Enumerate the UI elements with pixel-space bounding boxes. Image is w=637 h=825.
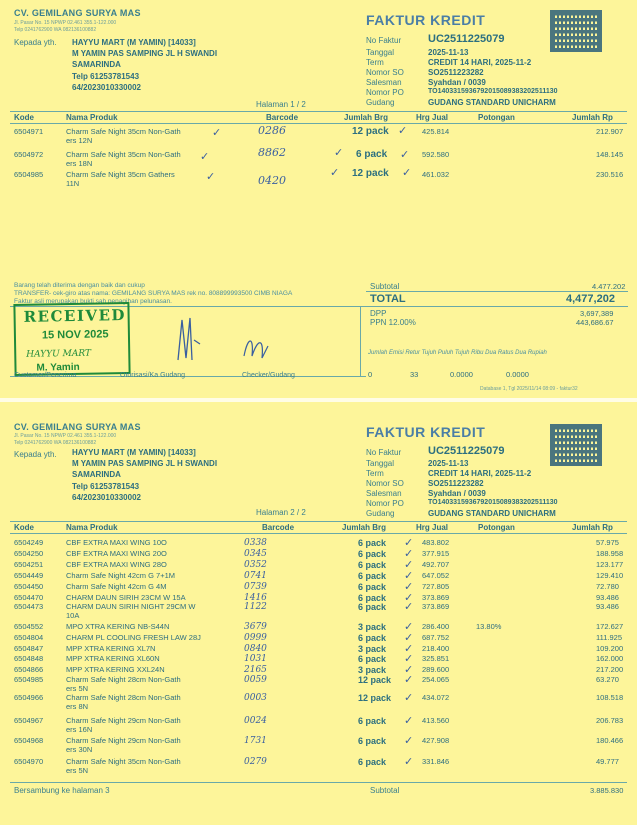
col-header: Nama Produk (66, 523, 118, 532)
table-cell-amount: 49.777 (596, 757, 619, 766)
check-mark-icon: ✓ (404, 621, 414, 633)
table-cell-product: Charm Safe Night 35cm Gathers (66, 170, 175, 179)
table-cell-product: Charm Safe Night 42cm G 7+1M (66, 571, 176, 580)
table-cell-code: 6504450 (14, 582, 44, 591)
table-cell-product: Charm Safe Night 28cm Non-Gath (66, 693, 181, 702)
col-header: Jumlah Brg (342, 523, 387, 532)
invoice-title: FAKTUR KREDIT (366, 424, 486, 440)
stock-value: 0.0000 (450, 370, 473, 379)
handwritten-barcode: 2165 (244, 665, 267, 675)
page-number: Halaman 2 / 2 (256, 508, 306, 517)
col-header: Jumlah Rp (572, 523, 613, 532)
customer-phone: Telp 61253781543 (72, 482, 140, 491)
invoice-title: FAKTUR KREDIT (366, 12, 486, 28)
table-cell-product: ers 5N (66, 684, 89, 693)
table-cell-price: 425.814 (422, 127, 450, 136)
field-value-invoice-no: UC2511225079 (428, 33, 505, 45)
table-cell-amount: 180.466 (596, 736, 624, 745)
handwritten-barcode: 0003 (244, 693, 267, 703)
check-mark-icon: ✓ (404, 548, 414, 560)
table-cell-product: Charm Safe Night 29cm Non-Gath (66, 716, 181, 725)
table-cell-price: 687.752 (422, 633, 450, 642)
handwritten-barcode: 0999 (244, 633, 267, 643)
check-mark-icon: ✓ (398, 125, 408, 137)
customer-name: HAYYU MART (M YAMIN) [14033] (72, 448, 196, 457)
check-mark-icon: ✓ (212, 127, 222, 139)
table-cell-amount: 230.516 (596, 170, 624, 179)
table-cell-code: 6504970 (14, 757, 44, 766)
company-address: Jl. Pasar No. 15 NPWP 02.461 355.1-122.000 (14, 20, 117, 26)
field-label: Gudang (366, 98, 395, 107)
handwritten-barcode: 0741 (244, 571, 267, 581)
company-name: CV. GEMILANG SURYA MAS (14, 8, 141, 18)
check-mark-icon: ✓ (200, 151, 210, 163)
table-cell-price: 461.032 (422, 170, 450, 179)
table-cell-price: 331.846 (422, 757, 450, 766)
table-cell-code: 6504847 (14, 644, 44, 653)
table-cell-price: 413.560 (422, 716, 450, 725)
signature-label-checker: Checker/Gudang (242, 372, 295, 379)
col-header: Jumlah Brg (344, 113, 389, 122)
table-cell-code: 6504848 (14, 654, 44, 663)
table-cell-price: 492.707 (422, 560, 450, 569)
subtotal-value: 4.477.202 (592, 282, 626, 291)
field-label: Nomor SO (366, 68, 404, 77)
table-cell-product: 11N (66, 179, 80, 188)
field-label: Term (366, 58, 384, 67)
table-cell-qty: 6 pack (358, 549, 387, 559)
handwritten-barcode: 0420 (258, 174, 286, 187)
handwritten-barcode: 0024 (244, 716, 267, 726)
field-value: Syahdan / 0039 (428, 489, 486, 498)
table-cell-amount: 108.518 (596, 693, 624, 702)
field-value: SO2511223282 (428, 68, 484, 77)
stock-note: Jumlah Emisi Retur Tujuh Puluh Tujuh Ribu Dua Ratus Dua Rupiah (368, 350, 547, 356)
field-label: Gudang (366, 509, 395, 518)
field-label: Tanggal (366, 459, 395, 468)
total-label: TOTAL (370, 293, 406, 305)
company-address: Jl. Pasar No. 15 NPWP 02.461 355.1-122.000 (14, 433, 117, 439)
table-cell-code: 6504968 (14, 736, 44, 745)
subtotal-label: Subtotal (370, 786, 400, 795)
signature-label-customer: Customer/Penerima (14, 372, 77, 379)
footer-note: Database 1, Tgl 2025/11/14 08:09 - faktur32 (480, 386, 578, 392)
table-cell-qty: 3 pack (358, 665, 387, 675)
table-cell-qty: 6 pack (356, 149, 388, 160)
table-cell-qty: 6 pack (358, 654, 387, 664)
table-cell-product: Charm Safe Night 29cm Non-Gath (66, 736, 181, 745)
stock-value: 0 (368, 370, 373, 379)
table-cell-product: MPP XTRA KERING XL7N (66, 644, 156, 653)
notice-received: Barang telah diterima dengan baik dan cukup (14, 282, 145, 289)
customer-phone: Telp 61253781543 (72, 72, 140, 81)
continue-note: Bersambung ke halaman 3 (14, 786, 110, 795)
col-header: Hrg Jual (416, 523, 449, 532)
table-cell-price: 427.908 (422, 736, 450, 745)
table-cell-amount: 129.410 (596, 571, 624, 580)
table-cell-amount: 72.780 (596, 582, 619, 591)
table-cell-product: MPP XTRA KERING XL60N (66, 654, 160, 663)
check-mark-icon: ✓ (400, 149, 410, 161)
field-value-invoice-no: UC2511225079 (428, 445, 505, 457)
customer-label: Kepada yth. (14, 38, 57, 47)
check-mark-icon: ✓ (404, 692, 414, 704)
field-value: CREDIT 14 HARI, 2025-11-2 (428, 469, 532, 478)
handwritten-barcode: 0345 (244, 549, 267, 559)
table-cell-qty: 6 pack (358, 602, 387, 612)
handwritten-barcode: 1122 (244, 602, 267, 612)
table-cell-qty: 6 pack (358, 560, 387, 570)
table-cell-amount: 63.270 (596, 675, 619, 684)
table-cell-qty: 3 pack (358, 622, 387, 632)
table-cell-product: MPP XTRA KERING XXL24N (66, 665, 165, 674)
company-phone: Telp 0241762900 WA 082136100882 (14, 440, 97, 446)
stamp-title: RECEIVED (23, 306, 127, 326)
table-cell-qty: 12 pack (358, 693, 392, 703)
check-mark-icon: ✓ (404, 664, 414, 676)
customer-city: SAMARINDA (72, 470, 121, 479)
table-cell-code: 6504866 (14, 665, 44, 674)
table-cell-amount: 212.907 (596, 127, 624, 136)
table-cell-code: 6504967 (14, 716, 44, 725)
table-cell-amount: 217.200 (596, 665, 624, 674)
check-mark-icon: ✓ (404, 581, 414, 593)
check-mark-icon: ✓ (404, 735, 414, 747)
table-cell-code: 6504971 (14, 127, 44, 136)
table-cell-price: 483.802 (422, 538, 450, 547)
field-label: Nomor SO (366, 479, 404, 488)
field-label: No Faktur (366, 448, 402, 457)
ppn-value: 443,686.67 (576, 318, 614, 327)
dpp-value: 3,697,389 (580, 309, 614, 318)
table-cell-qty: 3 pack (358, 644, 387, 654)
company-phone: Telp 0241762900 WA 082136100882 (14, 27, 97, 33)
field-value: CREDIT 14 HARI, 2025-11-2 (428, 58, 532, 67)
field-label: No Faktur (366, 36, 402, 45)
handwritten-barcode: 0840 (244, 644, 267, 654)
table-cell-price: 289.600 (422, 665, 450, 674)
check-mark-icon: ✓ (334, 147, 344, 159)
table-cell-code: 6504470 (14, 593, 44, 602)
table-cell-amount: 93.486 (596, 602, 619, 611)
dpp-label: DPP (370, 309, 387, 318)
table-cell-product: Charm Safe Night 35cm Non-Gath (66, 150, 181, 159)
table-cell-price: 254.065 (422, 675, 450, 684)
table-cell-product: ers 16N (66, 725, 93, 734)
field-value: TO1403315936792015089383202511130 (428, 499, 558, 506)
table-cell-product: CBF EXTRA MAXI WING 10O (66, 538, 167, 547)
table-cell-amount: 109.200 (596, 644, 624, 653)
table-cell-product: 10A (66, 611, 80, 620)
table-cell-product: CHARM DAUN SIRIH 23CM W 15A (66, 593, 186, 602)
table-cell-qty: 6 pack (358, 757, 387, 767)
check-mark-icon: ✓ (404, 715, 414, 727)
field-label: Tanggal (366, 48, 395, 57)
field-label: Nomor PO (366, 499, 404, 508)
table-cell-code: 6504552 (14, 622, 44, 631)
check-mark-icon: ✓ (206, 171, 216, 183)
table-cell-amount: 57.975 (596, 538, 619, 547)
table-cell-code: 6504249 (14, 538, 44, 547)
col-header: Potongan (478, 113, 515, 122)
check-mark-icon: ✓ (402, 167, 412, 179)
company-name: CV. GEMILANG SURYA MAS (14, 422, 141, 432)
table-cell-product: Charm Safe Night 28cm Non-Gath (66, 675, 181, 684)
field-label: Term (366, 469, 384, 478)
table-cell-code: 6504449 (14, 571, 44, 580)
check-mark-icon: ✓ (404, 601, 414, 613)
table-cell-qty: 12 pack (358, 675, 392, 685)
col-header: Nama Produk (66, 113, 118, 122)
signature-scribble-icon (238, 326, 278, 366)
table-cell-price: 592.580 (422, 150, 450, 159)
col-header: Kode (14, 523, 34, 532)
table-cell-price: 373.869 (422, 593, 450, 602)
table-cell-qty: 6 pack (358, 582, 387, 592)
handwritten-barcode: 8862 (258, 146, 286, 159)
customer-address: M YAMIN PAS SAMPING JL H SWANDI (72, 459, 218, 468)
table-cell-price: 373.869 (422, 602, 450, 611)
check-mark-icon: ✓ (404, 653, 414, 665)
field-value: TO1403315936792015089383202511130 (428, 88, 558, 95)
qr-code-icon (550, 424, 602, 466)
field-value: Syahdan / 0039 (428, 78, 486, 87)
notice-original: Faktur asli merupakan bukti sah penagihan pelunasan. (14, 298, 172, 305)
check-mark-icon: ✓ (404, 537, 414, 549)
table-cell-qty: 6 pack (358, 633, 387, 643)
handwritten-barcode: 0286 (258, 124, 286, 137)
table-cell-qty: 6 pack (358, 538, 387, 548)
table-cell-product: Charm Safe Night 42cm G 4M (66, 582, 167, 591)
table-cell-product: Charm Safe Night 35cm Non-Gath (66, 127, 181, 136)
handwritten-barcode: 0352 (244, 560, 267, 570)
handwritten-barcode: 0739 (244, 582, 267, 592)
customer-npwp: 64/2023010330002 (72, 493, 141, 502)
table-cell-product: Charm Safe Night 35cm Non-Gath (66, 757, 181, 766)
qr-code-icon (550, 10, 602, 52)
table-cell-amount: 148.145 (596, 150, 624, 159)
stamp-date: 15 NOV 2025 (41, 328, 109, 342)
table-cell-amount: 123.177 (596, 560, 624, 569)
handwritten-barcode: 0059 (244, 675, 267, 685)
signature-scribble-icon (170, 310, 210, 370)
handwritten-barcode: 3679 (244, 622, 267, 632)
field-label: Salesman (366, 78, 402, 87)
check-mark-icon: ✓ (404, 632, 414, 644)
table-cell-amount: 172.627 (596, 622, 624, 631)
check-mark-icon: ✓ (404, 756, 414, 768)
col-header: Barcode (262, 523, 295, 532)
table-cell-amount: 111.925 (596, 633, 622, 642)
stamp-store: HAYYU MART (26, 348, 92, 360)
received-stamp (13, 302, 130, 376)
subtotal-value: 3.885.830 (590, 786, 624, 795)
total-value: 4,477,202 (566, 293, 615, 305)
check-mark-icon: ✓ (330, 167, 340, 179)
table-cell-code: 6504985 (14, 675, 44, 684)
customer-city: SAMARINDA (72, 60, 121, 69)
table-cell-product: ers 8N (66, 702, 89, 711)
table-cell-price: 325.851 (422, 654, 450, 663)
table-cell-product: ers 12N (66, 136, 93, 145)
table-cell-product: CBF EXTRA MAXI WING 28O (66, 560, 167, 569)
check-mark-icon: ✓ (404, 570, 414, 582)
table-cell-code: 6504972 (14, 150, 44, 159)
check-mark-icon: ✓ (404, 643, 414, 655)
field-value: GUDANG STANDARD UNICHARM (428, 98, 556, 107)
stamp-name: M. Yamin (36, 361, 80, 374)
table-cell-code: 6504250 (14, 549, 44, 558)
field-value: 2025-11-13 (428, 48, 469, 57)
table-cell-amount: 188.958 (596, 549, 624, 558)
subtotal-label: Subtotal (370, 282, 400, 291)
handwritten-barcode: 1416 (244, 593, 267, 603)
table-cell-product: ers 30N (66, 745, 93, 754)
table-cell-amount: 162.000 (596, 654, 624, 663)
table-cell-code: 6504966 (14, 693, 44, 702)
table-cell-qty: 12 pack (352, 168, 389, 179)
customer-address: M YAMIN PAS SAMPING JL H SWANDI (72, 49, 218, 58)
stock-value: 33 (410, 370, 419, 379)
table-cell-code: 6504473 (14, 602, 44, 611)
customer-name: HAYYU MART (M YAMIN) [14033] (72, 38, 196, 47)
table-cell-price: 377.915 (422, 549, 450, 558)
page-number: Halaman 1 / 2 (256, 100, 306, 109)
table-cell-qty: 6 pack (358, 736, 387, 746)
col-header: Jumlah Rp (572, 113, 613, 122)
invoice-page-2 (0, 402, 637, 825)
col-header: Potongan (478, 523, 515, 532)
customer-label: Kepada yth. (14, 450, 57, 459)
table-cell-price: 727.805 (422, 582, 450, 591)
table-cell-product: MPO XTRA KERING NB-S44N (66, 622, 170, 631)
table-cell-product: ers 18N (66, 159, 93, 168)
table-cell-qty: 6 pack (358, 571, 387, 581)
col-header: Barcode (266, 113, 299, 122)
col-header: Hrg Jual (416, 113, 449, 122)
check-mark-icon: ✓ (404, 592, 414, 604)
customer-npwp: 64/2023010330002 (72, 83, 141, 92)
table-cell-amount: 93.486 (596, 593, 619, 602)
field-value: GUDANG STANDARD UNICHARM (428, 509, 556, 518)
table-cell-product: CHARM PL COOLING FRESH LAW 28J (66, 633, 201, 642)
table-cell-product: CHARM DAUN SIRIH NIGHT 29CM W (66, 602, 196, 611)
table-cell-qty: 6 pack (358, 593, 387, 603)
check-mark-icon: ✓ (404, 559, 414, 571)
signature-label-warehouse: Otorisasi/Ka Gudang (120, 372, 185, 379)
check-mark-icon: ✓ (404, 674, 414, 686)
table-cell-amount: 206.783 (596, 716, 624, 725)
handwritten-barcode: 1031 (244, 654, 267, 664)
table-cell-code: 6504251 (14, 560, 44, 569)
field-label: Salesman (366, 489, 402, 498)
table-cell-code: 6504985 (14, 170, 44, 179)
field-value: SO2511223282 (428, 479, 484, 488)
table-cell-product: ers 5N (66, 766, 89, 775)
ppn-label: PPN 12.00% (370, 318, 416, 327)
table-cell-qty: 6 pack (358, 716, 387, 726)
table-cell-product: CBF EXTRA MAXI WING 20O (66, 549, 167, 558)
table-cell-price: 218.400 (422, 644, 450, 653)
table-cell-discount: 13.80% (476, 622, 502, 631)
col-header: Kode (14, 113, 34, 122)
invoice-page-1 (0, 0, 637, 400)
table-cell-qty: 12 pack (352, 126, 389, 137)
table-cell-price: 434.072 (422, 693, 450, 702)
stock-value: 0.0000 (506, 370, 529, 379)
table-cell-price: 286.400 (422, 622, 450, 631)
handwritten-barcode: 1731 (244, 736, 267, 746)
notice-transfer: TRANSFER- cek-giro atas nama: GEMILANG SURYA MAS rek no. 808899993500 CIMB NIAGA (14, 290, 293, 297)
field-value: 2025-11-13 (428, 459, 469, 468)
table-cell-price: 647.052 (422, 571, 450, 580)
handwritten-barcode: 0338 (244, 538, 267, 548)
handwritten-barcode: 0279 (244, 757, 267, 767)
table-cell-code: 6504804 (14, 633, 44, 642)
field-label: Nomor PO (366, 88, 404, 97)
